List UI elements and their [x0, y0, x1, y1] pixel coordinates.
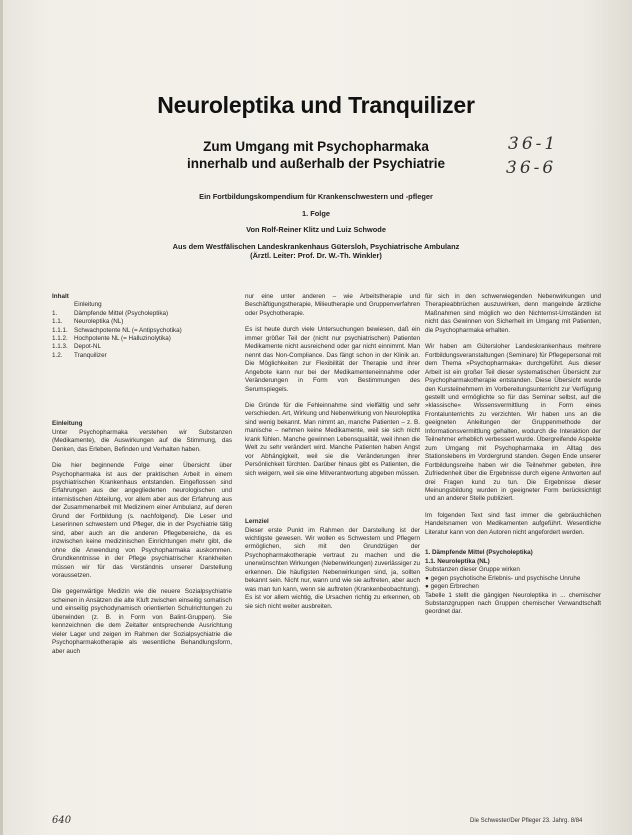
paragraph: Unter Psychopharmaka verstehen wir Substanzen (Medikamente), die Auswirkungen auf die Stimmung, das Denken, das Erleben, Befinden und Verhalten haben.	[52, 428, 232, 453]
paragraph: Substanzen dieser Gruppe wirken	[425, 566, 520, 574]
paragraph: Es ist heute durch viele Untersuchungen bewiesen, daß ein immer größer Teil der (nicht nur psychiatrischen) Patienten Medikamente nicht ausreichend oder gar nicht einnimmt. Man nennt das Non-Compliance. Das fängt schon in der Klinik an. Die Möglichkeiten zur Flexibilität der Therapie und ihrer Angebote kann nur bei der Medikamenteneinnahme oder Veränderungen in Form von Bestimmungen des Serumspiegels.	[245, 326, 420, 393]
paragraph: Wir haben am Gütersloher Landeskrankenhaus mehrere Fortbildungsveranstaltungen (Seminare) für Pflegepersonal mit dem Thema »Psychopharmaka« durchgeführt. Aus dieser Arbeit ist ein großer Teil dieser systematischen Übersicht zur Psychopharmakotherapie entstanden. Diese Übersicht wurde den Kursteilnehmern im Vorbereitungsunterricht zur Verfügung gestellt und ermöglichte so für das Seminar selbst, auf die »klassische« Wissensvermittlung in Form eines Frontalunterrichts zu verzichten. Wir haben uns an die geeigneten Anleitungen der Gruppenmethode der Informationsvermittlung gehalten, wodurch die Interaktion der Teilnehmer erheblich verbessert wurde. Übergreifende Aspekte zum Umgang mit Psychopharmaka im Alltag des Stationslebens im Vordergrund standen. Gegen Ende unserer Fortbildungsreihe haben wir die Teilnehmer gebeten, ihre Zufriedenheit über die Ergebnisse durch eigene Antworten auf drei Fragen kund zu tun. Die Ergebnisse dieser Meinungsbildung wurden in geeigneter Form berücksichtigt und an anderer Stelle publiziert.	[425, 343, 601, 503]
column-1	[52, 293, 232, 808]
affiliation-line: Aus dem Westfälischen Landeskrankenhaus Gütersloh, Psychiatrische Ambulanz	[172, 242, 460, 251]
section-heading-lernziel: Lernziel	[245, 518, 269, 526]
article-title: Neuroleptika und Tranquilizer	[157, 92, 475, 118]
column-3	[425, 293, 601, 808]
authors-line: Von Rolf-Reiner Klitz und Luiz Schwode	[246, 225, 386, 234]
series-line: Ein Fortbildungskompendium für Krankenschwestern und -pfleger	[199, 192, 433, 201]
section-heading-daempfende-mittel: 1. Dämpfende Mittel (Psycholeptika)	[425, 549, 533, 557]
toc	[52, 293, 232, 360]
paragraph: Im folgenden Text sind fast immer die gebräuchlichen Handelsnamen von Medikamenten aufgeführt. Wesentliche Literatur kann von den Autoren nicht angefordert werden.	[425, 511, 601, 536]
toc-item: 1.1.3. Depot-NL	[52, 343, 101, 351]
column-2	[245, 293, 420, 808]
part-line: 1. Folge	[302, 209, 330, 218]
section-heading-einleitung: Einleitung	[52, 420, 83, 428]
paragraph: Die gegenwärtige Medizin wie die neuere Sozialpsychiatrie scheinen in Ansätzen die alte Kluft zwischen einseitig somatisch und einseitig psychodynamisch orientierten Schulrichtungen zu überwinden (z. B. in Form von Balint-Gruppen). Sie kennzeichnen die dem Zeitalter entsprechende Ausrichtung vieler Lager und zeigen im Rahmen der Sozialpsychiatrie die Psychopharmakotherapie als wesentliche Behandlungsform, aber auch	[52, 588, 232, 655]
director-line: (Ärztl. Leiter: Prof. Dr. W.-Th. Winkler)	[250, 251, 382, 260]
subtitle-line-1: Zum Umgang mit Psychopharmaka	[203, 139, 429, 154]
paragraph: Die Gründe für die Fehleinnahme sind vielfältig und sehr verschieden. Art, Wirkung und Nebenwirkung von Neuroleptika sind wenig bekannt. Man nimmt an, manche Patienten – z. B. manische – nehmen keine Medikamente, weil sie sich nicht krank fühlen. Manche gewinnen Lebensqualität, weil ihnen die Welt zu sehr verändert wird. Manche Patienten haben Angst vor Abhängigkeit, weil sie die Veränderungen ihrer Persönlichkeit fürchten. Darüber hinaus gibt es Patienten, die sich weigern, weil sie eine Mitverantwortung abgeben müssen.	[245, 401, 420, 477]
toc-item: 1.1. Neuroleptika (NL)	[52, 318, 124, 326]
bullet-icon: ●	[425, 583, 431, 591]
bullet-item: ● gegen psychotische Erlebnis- und psychische Unruhe	[425, 574, 581, 582]
paragraph: Die hier beginnende Folge einer Übersicht über Psychopharmaka ist aus der praktischen Arbeit in einem psychiatrischen Krankenhaus entstanden. Eingeflossen sind Erfahrungen aus der angegliederten neurologischen und internistischen Abteilung, vor allem aber aus der Erfahrung aus der Zusammenarbeit mit Medizinern einer Ambulanz, auf deren Grund der Fortbildung (s. nachfolgend). Die Leser und Leserinnen schwestern und Pfleger, die in der Psychiatrie tätig sind, aber auch an die anderen Pflegebereiche, da es inzwischen keine medizinischen Einrichtungen mehr gibt, die ohne die Anwendung von Psychopharmaka auskommen. Grundkenntnisse in der Pflege psychiatrischer Krankheiten müssen wir für das Verständnis unserer Darstellung voraussetzen.	[52, 462, 232, 579]
toc-item: Einleitung	[74, 301, 102, 309]
paragraph: nur eine unter anderen – wie Arbeitstherapie und Beschäftigungstherapie, Milieutherapie und Gruppenverfahren oder Psychotherapie.	[245, 293, 420, 317]
toc-item: 1.1.2. Hochpotente NL (= Halluzinolytika)	[52, 335, 171, 343]
bullet-icon: ●	[425, 574, 431, 582]
journal-footer: Die Schwester/Der Pfleger 23. Jahrg. 8/84	[470, 818, 583, 824]
page-number: 640	[52, 815, 72, 826]
bullet-item: ● gegen Erbrechen	[425, 583, 479, 591]
handwritten-note-1: 36-1	[508, 134, 559, 154]
handwritten-note-2: 36-6	[506, 158, 557, 178]
section-heading-neuroleptika: 1.1. Neuroleptika (NL)	[425, 557, 490, 565]
toc-item: 1.2. Tranquilizer	[52, 351, 107, 359]
toc-item: 1.1.1. Schwachpotente NL (= Antipsychotika)	[52, 326, 182, 334]
subtitle-line-2: innerhalb und außerhalb der Psychiatrie	[186, 156, 446, 171]
toc-heading: Inhalt	[52, 293, 69, 300]
paragraph: Dieser erste Punkt im Rahmen der Darstellung ist der wichtigste gewesen. Wir wollen es Schwestern und Pflegern ermöglichen, sich mit den Grundzügen der Psychopharmakotherapie vertraut zu machen und die unerwünschten Wirkungen (Nebenwirkungen) zuverlässiger zu erkennen. Die häufigsten Nebenwirkungen sind, ja, sollten bekannt sein. Nicht nur, wann und wie sie auftreten, aber auch was man tun kann, wenn sie auftreten (Krankenbeobachtung). Es ist vor allem wichtig, die Ursachen richtig zu erkennen, ob sie sich nicht weiter ausbreiten.	[245, 526, 420, 610]
paragraph: für sich in den schwerwiegenden Nebenwirkungen und Therapieabbrüchen auszuwirken, denn mangelnde ärztliche Maßnahmen sind möglich wo den Nichternst-Umständen ist nicht das Gewinnen von Sicherheit im Umgang mit Patienten, die Psychopharmaka erhalten.	[425, 293, 601, 334]
toc-item: 1. Dämpfende Mittel (Psycholeptika)	[52, 309, 169, 317]
page-edge-shadow	[0, 0, 3, 835]
paragraph: Tabelle 1 stellt die gängigen Neuroleptika in ... chemischer Substanzgruppen nach Gruppen chemischer Verwandtschaft geordnet dar.	[425, 591, 601, 616]
